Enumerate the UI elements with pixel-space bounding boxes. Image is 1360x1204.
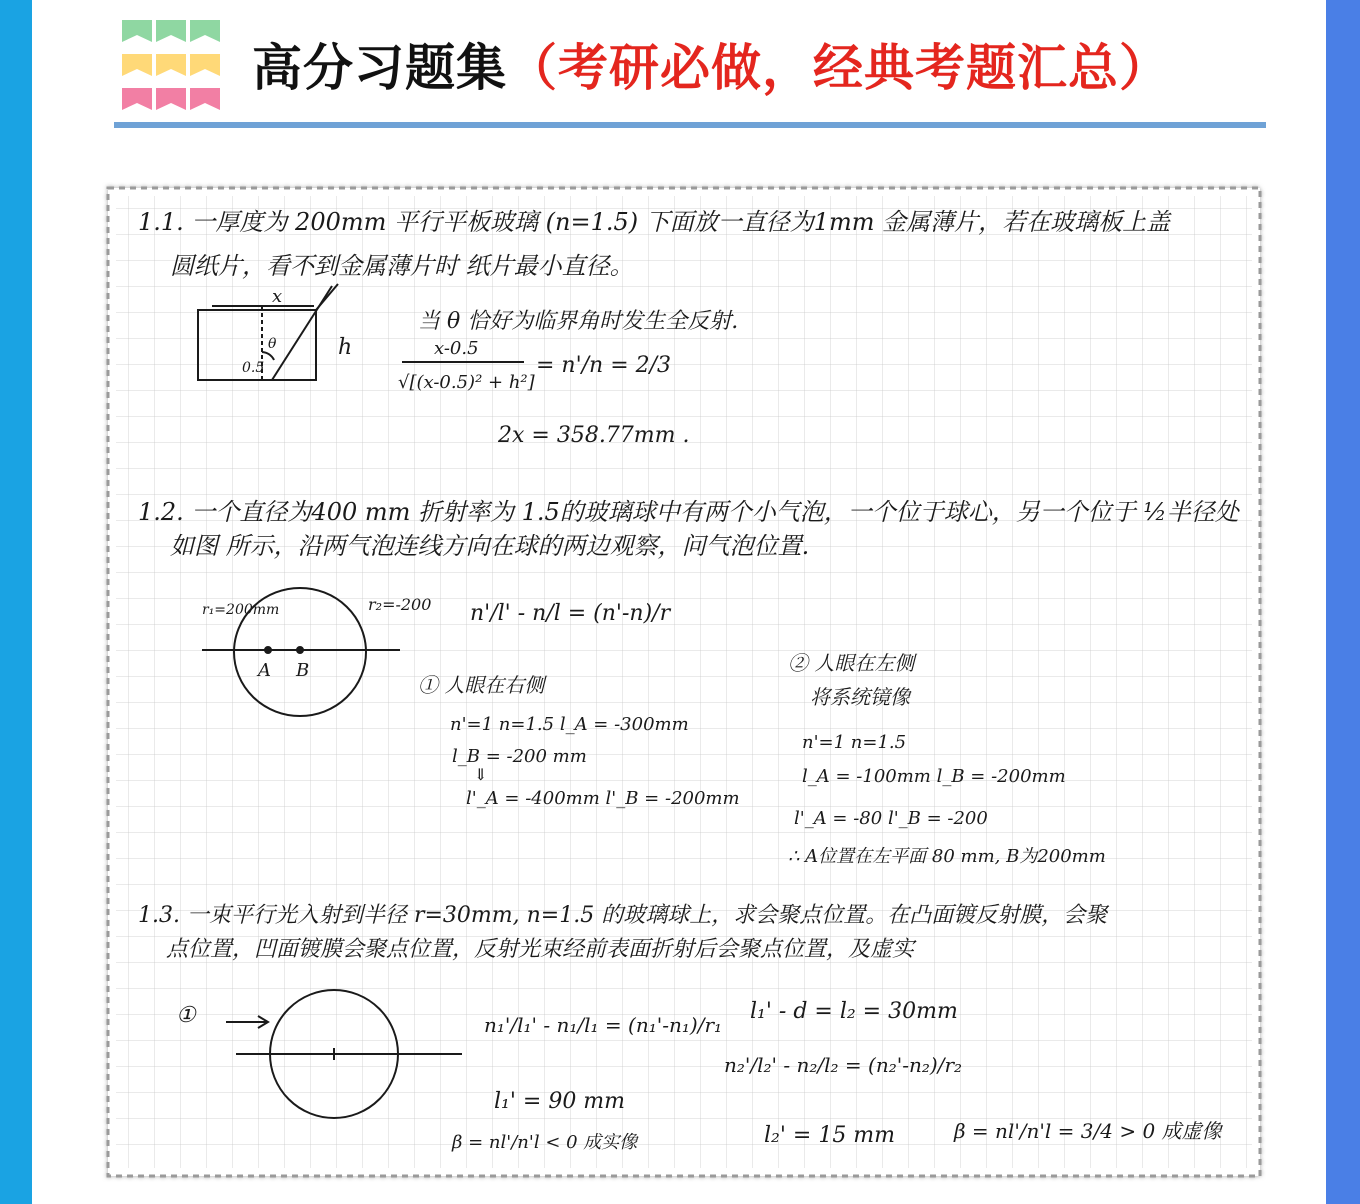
- p1-frac-den: √[(x-0.5)² + h²]: [398, 372, 535, 393]
- page-header: [32, 0, 1326, 140]
- p1-question-line2: 圆纸片，看不到金属薄片时 纸片最小直径。: [170, 252, 634, 280]
- p2-case2-title: ② 人眼在左侧: [788, 651, 915, 675]
- p2-case1-line1: n'=1 n=1.5 l_A = -300mm: [450, 714, 689, 735]
- p2-case1-line3: l'_A = -400mm l'_B = -200mm: [466, 788, 740, 809]
- p3-beta1: β = nl'/n'l < 0 成实像: [452, 1132, 638, 1153]
- p1-label-x: x: [272, 286, 283, 307]
- page-sheet: [32, 0, 1326, 1204]
- p3-formula2: l₁' - d = l₂ = 30mm: [750, 999, 958, 1024]
- p3-beta2: β = nl'/n'l = 3/4 > 0 成虚像: [954, 1119, 1222, 1143]
- p2-case1-title: ① 人眼在右侧: [418, 673, 545, 697]
- p1-label-05: 0.5: [242, 360, 265, 376]
- p2-question-line2: 如图 所示，沿两气泡连线方向在球的两边观察，问气泡位置.: [170, 532, 810, 560]
- handwritten-notes: [102, 182, 1266, 1182]
- right-side-bar: [1326, 0, 1360, 1204]
- p2-case2-line2: l_A = -100mm l_B = -200mm: [802, 766, 1066, 787]
- p2-case1-line2: l_B = -200 mm: [452, 746, 587, 767]
- title-subtitle: （考研必做，经典考题汇总）: [507, 39, 1170, 97]
- p2-case2-sub: 将系统镜像: [810, 685, 910, 709]
- p1-frac-num: x-0.5: [434, 338, 479, 359]
- p1-question-line1: 1.1. 一厚度为 200mm 平行平板玻璃 (n=1.5) 下面放一直径为1mm 金属薄片，若在玻璃板上盖: [138, 208, 1171, 236]
- p3-question-line1: 1.3. 一束平行光入射到半径 r=30mm, n=1.5 的玻璃球上，求会聚点位置。在凸面镀反射膜，会聚: [138, 903, 1108, 928]
- title-main: 高分习题集: [252, 39, 507, 97]
- notes-card: [102, 182, 1266, 1182]
- p1-label-h: h: [338, 335, 353, 360]
- p3-result2: l₂' = 15 mm: [764, 1123, 896, 1148]
- p3-question-line2: 点位置，凹面镀膜会聚点位置，反射光束经前表面折射后会聚点位置，及虚实: [166, 937, 915, 962]
- p2-question-line1: 1.2. 一个直径为400 mm 折射率为 1.5的玻璃球中有两个小气泡，一个位于球心，另一个位于 ½半径处: [138, 498, 1239, 526]
- p2-case1-arrow: ⇓: [474, 765, 488, 784]
- p2-r2: r₂=-200: [368, 595, 432, 614]
- p2-case2-line1: n'=1 n=1.5: [802, 732, 907, 753]
- p1-result: 2x = 358.77mm .: [498, 423, 690, 448]
- p1-condition: 当 θ 恰好为临界角时发生全反射.: [418, 309, 739, 334]
- p2-case2-line4: ∴ A位置在左平面 80 mm, B为200mm: [788, 846, 1106, 867]
- p3-result1: l₁' = 90 mm: [494, 1089, 626, 1114]
- p3-formula3: n₂'/l₂' - n₂/l₂ = (n₂'-n₂)/r₂: [724, 1053, 963, 1077]
- bunting-flags-icon: [122, 20, 222, 116]
- p2-point-b: B: [296, 660, 310, 681]
- p2-point-a: A: [258, 660, 271, 681]
- p2-formula: n'/l' - n/l = (n'-n)/r: [470, 601, 671, 626]
- p2-case2-line3: l'_A = -80 l'_B = -200: [794, 808, 988, 829]
- p3-mark: ①: [176, 1003, 196, 1028]
- p3-formula1: n₁'/l₁' - n₁/l₁ = (n₁'-n₁)/r₁: [484, 1013, 723, 1037]
- page-title: [252, 28, 1170, 100]
- p1-label-theta: θ: [268, 336, 277, 352]
- p2-r1: r₁=200mm: [202, 602, 280, 618]
- header-divider: [114, 122, 1266, 128]
- p1-eq-rhs: = n'/n = 2/3: [536, 353, 672, 378]
